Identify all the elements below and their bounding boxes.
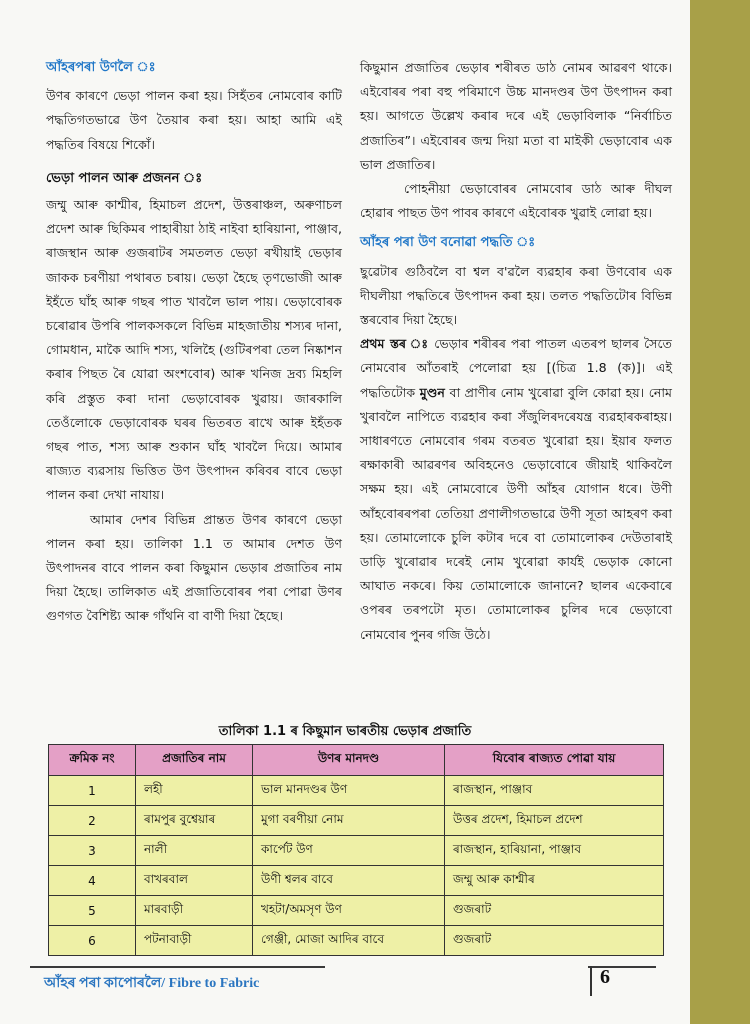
table-header: প্ৰজাতিৰ নাম bbox=[136, 745, 253, 776]
table-cell: খহটা/অমসৃণ উণ bbox=[253, 896, 445, 926]
table-cell: 2 bbox=[49, 806, 136, 836]
table-cell: 4 bbox=[49, 866, 136, 896]
section-heading-sheep-rearing: ভেড়া পালন আৰু প্ৰজনন ঃ bbox=[46, 170, 203, 186]
table-cell: 3 bbox=[49, 836, 136, 866]
table-cell: 1 bbox=[49, 776, 136, 806]
right-column bbox=[360, 56, 672, 647]
footer-rule bbox=[30, 966, 325, 968]
paragraph: জম্মু আৰু কাশ্মীৰ, হিমাচল প্ৰদেশ, উত্তৰাঞ্চল, অৰুণাচল প্ৰদেশ আৰু ছিকিমৰ পাহাৰীয়া ঠাই নাইবা হাৰিয়ানা, পাঞ্জাব, ৰাজস্থান আৰু গুজৰাটৰ সমতলত ভেড়া ৰখীয়াই ভেড়াৰ জাকক চৰণীয়া পথাৰত চৰায়। ভেড়া হৈছে তৃণভোজী আৰু ইহঁতে ঘাঁহ আৰু গছৰ পাত খাবলৈ ভাল পায়। ভেড়াবোৰক চৰোৱাৰ উপৰি পালকসকলে বিভিন্ন মাহজাতীয় শস্যৰ দানা, গোমধান, মাকৈ আদি শস্য, খলিহৈ (গুটিৰপৰা তেল নিষ্কাশন কৰাৰ পিছত ৰৈ যোৱা অংশবোৰ) আৰু খনিজ দ্ৰব্য মিহলি কৰি প্ৰস্তুত কৰা দানা ভেড়াবোৰক খুৱায়। জাৰকালি তেওঁলোকে ভেড়াবোৰক ঘৰৰ ভিতৰত ৰাখে আৰু ইহঁতক গছৰ পাত, শস্য আৰু শুকান ঘাঁহ খাবলৈ দিয়ে। আমাৰ ৰাজ্যত ব্যৱসায় ভিত্তিত উণ উৎপাদন কৰিবৰ বাবে ভেড়া পালন কৰা দেখা নাযায়। bbox=[46, 197, 342, 503]
paragraph: আমাৰ দেশৰ বিভিন্ন প্ৰান্তত উণৰ কাৰণে ভেড়া পালন কৰা হয়। তালিকা 1.1 ত আমাৰ দেশত উণ উৎপাদনৰ বাবে পালন কৰা কিছুমান ভেড়াৰ প্ৰজাতিৰ নাম দিয়া হৈছে। তালিকাত এই প্ৰজাতিবোৰৰ পৰা পোৱা উণৰ গুণগত বৈশিষ্ট্য আৰু গাঁথনি বা বাণী দিয়া হৈছে। bbox=[46, 511, 342, 624]
table-cell: জম্মু আৰু কাশ্মীৰ bbox=[445, 866, 664, 896]
table-header-row bbox=[49, 745, 664, 776]
table-cell: গেঞ্জী, মোজা আদিৰ বাবে bbox=[253, 926, 445, 956]
table-row bbox=[49, 866, 664, 896]
table-cell: বাখৰবাল bbox=[136, 866, 253, 896]
text: ভেড়াৰ শৰীৰৰ পৰা পাতল এতৰপ ছালৰ সৈতে নোমবোৰ আঁতৰাই পেলোৱা হয় [(চিত্ৰ 1.8 (ক)]। এই পদ্ধতিটোক bbox=[360, 336, 672, 400]
page-number: 6 bbox=[600, 966, 610, 988]
table-cell: গুজৰাট bbox=[445, 926, 664, 956]
footer-rule bbox=[588, 966, 656, 968]
paragraph: কিছুমান প্ৰজাতিৰ ভেড়াৰ শৰীৰত ডাঠ নোমৰ আৱৰণ থাকে। এইবোৰৰ পৰা বহু পৰিমাণে উচ্চ মানদণ্ডৰ উণ উৎপাদন কৰা হয়। আগতে উল্লেখ কৰাৰ দৰে এই ভেড়াবিলাক “নিৰ্বাচিত প্ৰজাতিৰ”। এইবোৰৰ জন্ম দিয়া মতা বা মাইকী ভেড়াবোৰ এক ভাল প্ৰজাতিৰ। bbox=[360, 60, 672, 172]
table-row bbox=[49, 896, 664, 926]
table-header: উণৰ মানদণ্ড bbox=[253, 745, 445, 776]
paragraph-stage-one bbox=[360, 332, 672, 647]
table-row bbox=[49, 806, 664, 836]
table-title: তালিকা 1.1 ৰ কিছুমান ভাৰতীয় ভেড়াৰ প্ৰজাতি bbox=[218, 724, 472, 739]
table-cell: গুজৰাট bbox=[445, 896, 664, 926]
table-cell: পটনাবাড়ী bbox=[136, 926, 253, 956]
table-row bbox=[49, 776, 664, 806]
table-cell: মুগা বৰণীয়া নোম bbox=[253, 806, 445, 836]
table-cell: ৰাজস্থান, হাৰিয়ানা, পাঞ্জাব bbox=[445, 836, 664, 866]
left-column bbox=[46, 56, 342, 629]
table-cell: 6 bbox=[49, 926, 136, 956]
table-cell: কাৰ্পেট উণ bbox=[253, 836, 445, 866]
section-heading-wool-process: আঁহৰ পৰা উণ বনোৱা পদ্ধতি ঃ bbox=[360, 235, 536, 251]
text: বা প্ৰাণীৰ নোম খুৰোৱা বুলি কোৱা হয়। নোম খুৰাবলৈ নাপিতে ব্যৱহাৰ কৰা সঁজুলিৰদৰেযন্ত্ৰ ব্যৱহাৰকৰাহয়।সাধাৰণতে নোমবোৰ গৰম বতৰত খুৰোৱা হয়। ইয়াৰ ফলত ৰক্ষাকাৰী আৱৰণৰ অবিহনেও ভেড়াবোৰে জীয়াই থাকিবলৈ সক্ষম হয়। এই নোমবোৰে উণী আঁহৰ যোগান ধৰে। উণী আঁহবোৰৰপৰা তেতিয়া প্ৰণালীগতভাৱে উণী সূতা আহৰণ কৰা হয়। তোমালোকে চুলি কটাৰ দৰে বা তোমালোকৰ দেউতাৰাই ডাড়ি খুৰোৱাৰ দৰেই নোম খুৰোৱা কাৰ্যই ভেড়াক কোনো আঘাত নকৰে। কিয় তোমালোকে জানানে? ছালৰ একেবাৰে ওপৰৰ তৰপটো মৃত। তোমালোকৰ চুলিৰ দৰে ভেড়াবো নোমবোৰ পুনৰ গজি উঠে। bbox=[360, 384, 672, 642]
paragraph: ছুৱেটাৰ গুঠিবলৈ বা শ্বল ব'ৱলৈ ব্যৱহাৰ কৰা উণবোৰ এক দীঘলীয়া পদ্ধতিৰে উৎপাদন কৰা হয়। তলত পদ্ধতিটোৰ বিভিন্ন স্তৰবোৰ দিয়া হৈছে। bbox=[360, 263, 672, 328]
table-cell: ভাল মানদণ্ডৰ উণ bbox=[253, 776, 445, 806]
footer-chapter-title: আঁহৰ পৰা কাপোৰলৈ/ Fibre to Fabric bbox=[44, 976, 260, 991]
table-header: ক্ৰমিক নং bbox=[49, 745, 136, 776]
table-cell: লহী bbox=[136, 776, 253, 806]
paragraph: উণৰ কাৰণে ভেড়া পালন কৰা হয়। সিহঁতৰ নোমবোৰ কাটি পদ্ধতিগতভাৱে উণ তৈয়াৰ কৰা হয়। আহা আমি এই পদ্ধতিৰ বিষয়ে শিকোঁ। bbox=[46, 88, 342, 152]
table-cell: ৰাজস্থান, পাঞ্জাব bbox=[445, 776, 664, 806]
term-mundan: মুণ্ডন bbox=[419, 384, 445, 400]
table-cell: উত্তৰ প্ৰদেশ, হিমাচল প্ৰদেশ bbox=[445, 806, 664, 836]
side-color-strip bbox=[690, 0, 750, 1024]
sheep-breeds-table bbox=[48, 744, 664, 956]
table-row bbox=[49, 836, 664, 866]
table-cell: ৰামপুৰ বুশ্বেয়াৰ bbox=[136, 806, 253, 836]
table-row bbox=[49, 926, 664, 956]
page-number-divider bbox=[590, 966, 592, 996]
table-header: যিবোৰ ৰাজ্যত পোৱা যায় bbox=[445, 745, 664, 776]
section-heading-fibre-to-wool: আঁহৰপৰা উণলৈ ঃ bbox=[46, 60, 156, 75]
table-cell: মাৰবাড়ী bbox=[136, 896, 253, 926]
table-cell: নালী bbox=[136, 836, 253, 866]
table-cell: উণী শ্বলৰ বাবে bbox=[253, 866, 445, 896]
paragraph: পোহনীয়া ভেড়াবোৰৰ নোমবোৰ ডাঠ আৰু দীঘল হোৱাৰ পাছত উণ পাবৰ কাৰণে এইবোৰক খুৱাই লোৱা হয়। bbox=[360, 181, 672, 221]
stage-label: প্ৰথম স্তৰ ঃ bbox=[360, 336, 430, 352]
table-cell: 5 bbox=[49, 896, 136, 926]
